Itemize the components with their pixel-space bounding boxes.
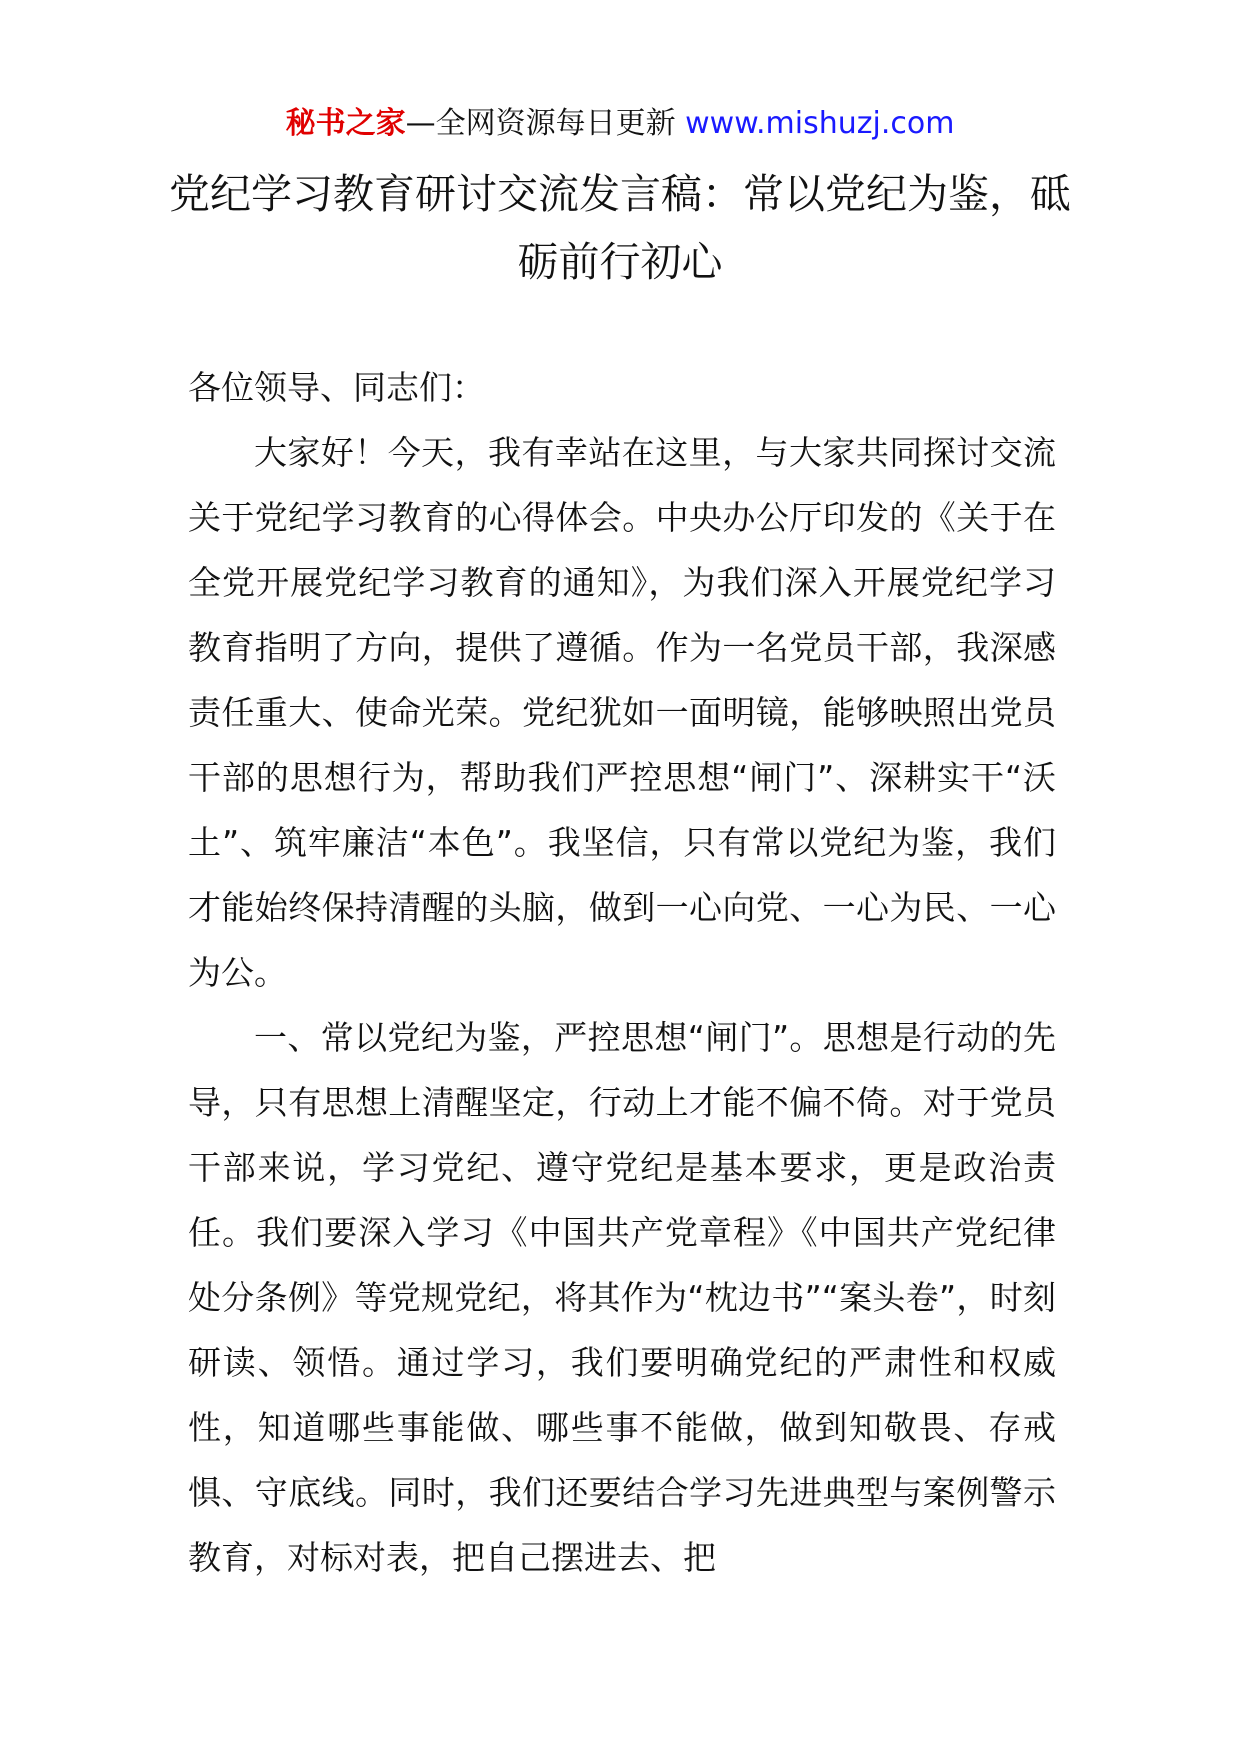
page-header	[0, 102, 1240, 146]
paragraph: 一、常以党纪为鉴，严控思想“闸门”。思想是行动的先导，只有思想上清醒坚定，行动上才能不偏不倚。对于党员干部来说，学习党纪、遵守党纪是基本要求，更是政治责任。我们要深入学习《中国共产党章程》《中国共产党纪律处分条例》等党规党纪，将其作为“枕边书”“案头卷”，时刻研读、领悟。通过学习，我们要明确党纪的严肃性和权威性，知道哪些事能做、哪些事不能做，做到知敬畏、存戒惧、守底线。同时，我们还要结合学习先进典型与案例警示教育，对标对表，把自己摆进去、把	[188, 1018, 1056, 1577]
salutation: 各位领导、同志们：	[188, 368, 485, 407]
document-body	[188, 355, 1056, 1590]
document-title: 党纪学习教育研讨交流发言稿：常以党纪为鉴，砥砺前行初心	[169, 170, 1071, 286]
website-link[interactable]: www.mishuzj.com	[685, 106, 955, 141]
paragraph: 大家好！今天，我有幸站在这里，与大家共同探讨交流关于党纪学习教育的心得体会。中央办公厅印发的《关于在全党开展党纪学习教育的通知》，为我们深入开展党纪学习教育指明了方向，提供了遵循。作为一名党员干部，我深感责任重大、使命光荣。党纪犹如一面明镜，能够映照出党员干部的思想行为，帮助我们严控思想“闸门”、深耕实干“沃土”、筑牢廉洁“本色”。我坚信，只有常以党纪为鉴，我们才能始终保持清醒的头脑，做到一心向党、一心为民、一心为公。	[188, 433, 1056, 992]
brand-name: 秘书之家	[285, 106, 406, 141]
header-slogan: —全网资源每日更新	[405, 106, 686, 141]
